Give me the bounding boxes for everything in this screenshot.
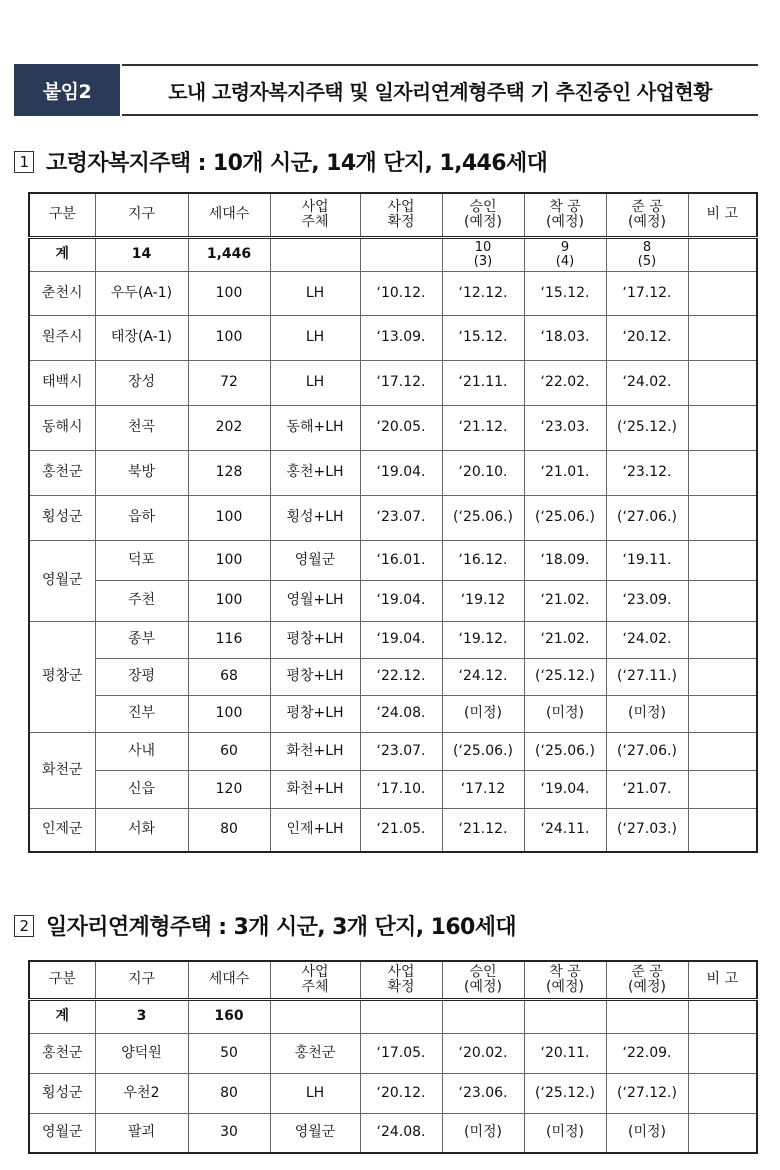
total-district: 3 [95, 999, 188, 1033]
total-units: 160 [188, 999, 270, 1033]
table-row: 횡성군 읍하 100 횡성+LH ‘23.07. (‘25.06.) (‘25.06.) (‘27.06.) [29, 495, 757, 540]
total-label: 계 [29, 999, 95, 1033]
col-header-district: 지구 [95, 193, 188, 237]
section1-total-row [29, 237, 757, 271]
table-row: 영월군 팔괴 30 영월군 ‘24.08. (미정) (미정) (미정) [29, 1113, 757, 1153]
total-label: 계 [29, 237, 95, 271]
table-row: 화천군 사내 60 화천+LH ‘23.07. (‘25.06.) (‘25.06.) (‘27.06.) [29, 732, 757, 770]
table-row: 주천 100 영월+LH ‘19.04. ‘19.12 ‘21.02. ‘23.09. [29, 580, 757, 621]
col-header-region: 구분 [29, 961, 95, 999]
total-approval: 10 (3) [442, 237, 524, 271]
col-header-start: 착 공 (예정) [524, 961, 606, 999]
document-title: 도내 고령자복지주택 및 일자리연계형주택 기 추진중인 사업현황 [122, 64, 758, 116]
section1-title [14, 146, 547, 177]
col-header-note: 비 고 [688, 961, 757, 999]
col-header-district: 지구 [95, 961, 188, 999]
total-complete: 8 (5) [606, 237, 688, 271]
table-row: 홍천군 북방 128 홍천+LH ‘19.04. ‘20.10. ‘21.01. ‘23.12. [29, 450, 757, 495]
total-start: 9 (4) [524, 237, 606, 271]
col-header-confirm: 사업 확정 [360, 961, 442, 999]
col-header-units: 세대수 [188, 961, 270, 999]
col-header-approval: 승인 (예정) [442, 961, 524, 999]
col-header-complete: 준 공 (예정) [606, 193, 688, 237]
col-header-complete: 준 공 (예정) [606, 961, 688, 999]
section1-header-row [29, 193, 757, 237]
table-row: 인제군 서화 80 인제+LH ‘21.05. ‘21.12. ‘24.11. (‘27.03.) [29, 808, 757, 852]
col-header-entity: 사업 주체 [270, 193, 360, 237]
section1-number: 1 [14, 151, 34, 173]
col-header-start: 착 공 (예정) [524, 193, 606, 237]
section2-total-row [29, 999, 757, 1033]
table-row: 신읍 120 화천+LH ‘17.10. ‘17.12 ‘19.04. ‘21.07. [29, 770, 757, 808]
table-row: 태백시 장성 72 LH ‘17.12. ‘21.11. ‘22.02. ‘24.02. [29, 360, 757, 405]
section2-table [28, 960, 758, 1154]
table-row: 홍천군 양덕원 50 홍천군 ‘17.05. ‘20.02. ‘20.11. ‘22.09. [29, 1033, 757, 1073]
section2-number: 2 [14, 915, 34, 937]
table-row: 동해시 천곡 202 동해+LH ‘20.05. ‘21.12. ‘23.03. (‘25.12.) [29, 405, 757, 450]
col-header-approval: 승인 (예정) [442, 193, 524, 237]
table-row: 영월군 덕포 100 영월군 ‘16.01. ‘16.12. ‘18.09. ‘19.11. [29, 540, 757, 580]
table-row: 원주시 태장(A-1) 100 LH ‘13.09. ‘15.12. ‘18.03. ‘20.12. [29, 315, 757, 360]
table-row: 횡성군 우천2 80 LH ‘20.12. ‘23.06. (‘25.12.) (‘27.12.) [29, 1073, 757, 1113]
col-header-note: 비 고 [688, 193, 757, 237]
col-header-region: 구분 [29, 193, 95, 237]
col-header-units: 세대수 [188, 193, 270, 237]
table-row: 평창군 종부 116 평창+LH ‘19.04. ‘19.12. ‘21.02. ‘24.02. [29, 621, 757, 658]
total-units: 1,446 [188, 237, 270, 271]
col-header-entity: 사업 주체 [270, 961, 360, 999]
table-row: 진부 100 평창+LH ‘24.08. (미정) (미정) (미정) [29, 695, 757, 732]
section2-title-text: 일자리연계형주택 : 3개 시군, 3개 단지, 160세대 [46, 915, 517, 940]
total-district: 14 [95, 237, 188, 271]
document-header [14, 64, 758, 116]
section2-title [14, 910, 516, 941]
col-header-confirm: 사업 확정 [360, 193, 442, 237]
table-row: 장평 68 평창+LH ‘22.12. ‘24.12. (‘25.12.) (‘27.11.) [29, 658, 757, 695]
section1-title-text: 고령자복지주택 : 10개 시군, 14개 단지, 1,446세대 [46, 151, 548, 176]
table-row: 춘천시 우두(A-1) 100 LH ‘10.12. ‘12.12. ‘15.12. ‘17.12. [29, 271, 757, 315]
section1-table [28, 192, 758, 853]
section2-header-row [29, 961, 757, 999]
attachment-badge: 붙임2 [14, 64, 120, 116]
